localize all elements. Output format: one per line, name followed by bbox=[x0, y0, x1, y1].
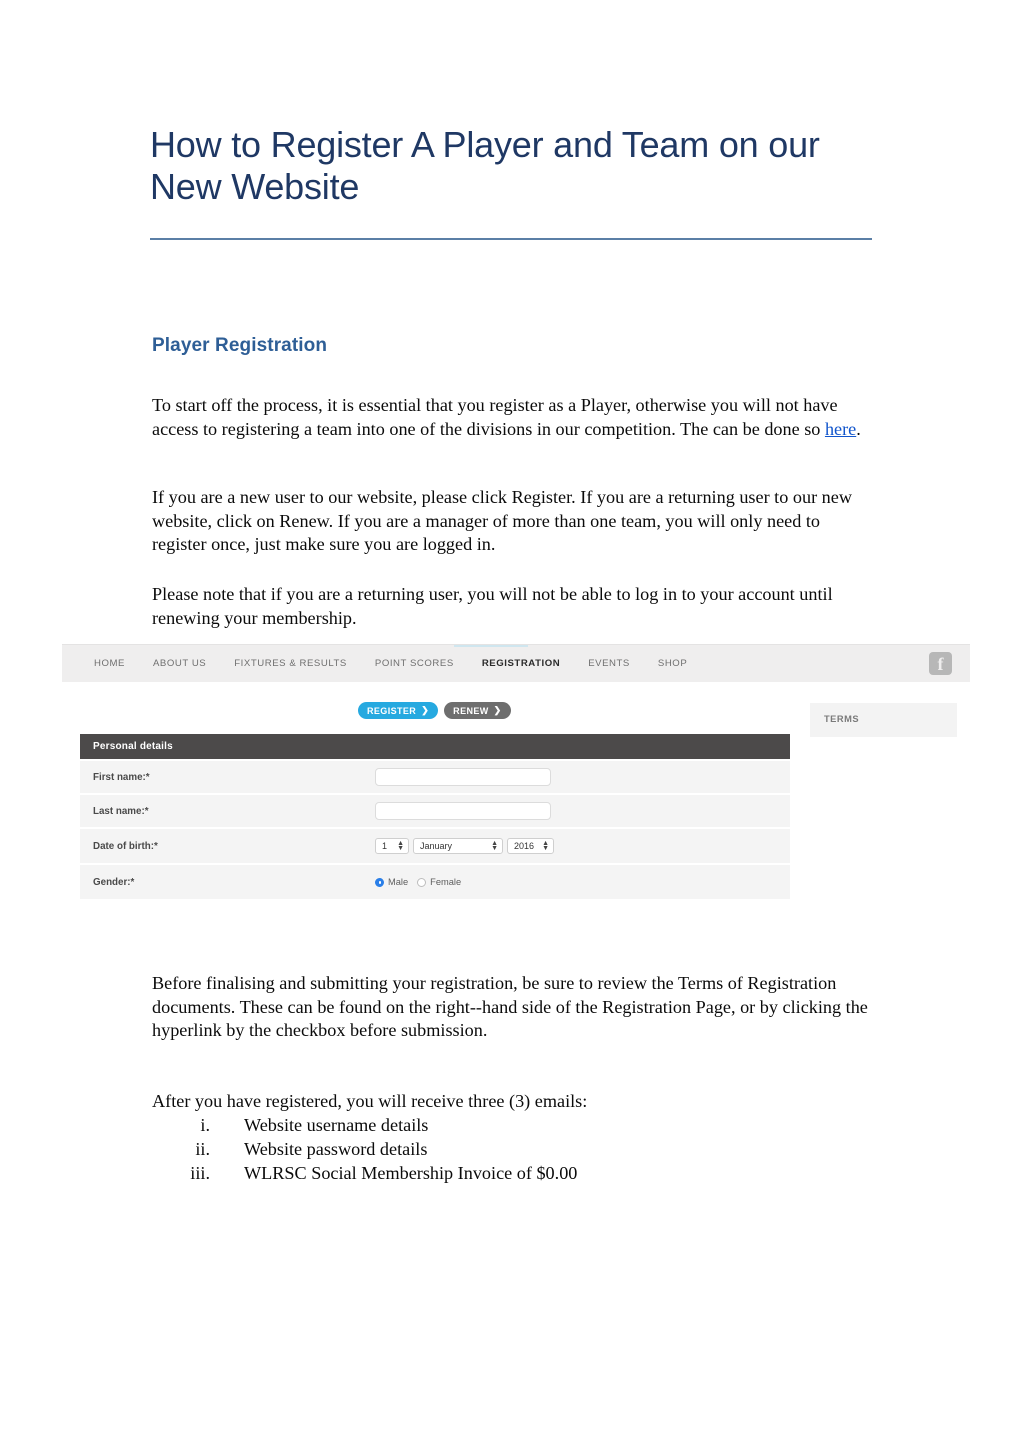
paragraph-returning-user-note: Please note that if you are a returning user, you will not be able to log in to your account until renewing your membership. bbox=[152, 584, 833, 628]
personal-details-header-label: Personal details bbox=[93, 741, 173, 752]
list-item-label: WLRSC Social Membership Invoice of $0.00 bbox=[244, 1162, 578, 1183]
last-name-input[interactable] bbox=[375, 802, 551, 820]
gender-radio-group bbox=[375, 877, 461, 887]
radio-selected-icon[interactable] bbox=[375, 878, 384, 887]
registration-action-buttons bbox=[358, 702, 511, 719]
nav-item-events[interactable]: EVENTS bbox=[588, 658, 630, 669]
paragraph-intro-text: To start off the process, it is essential that you register as a Player, otherwise you will not have access to registering a team into one of the divisions in our competition. The can be done so bbox=[152, 395, 838, 439]
list-item-label: Website password details bbox=[244, 1138, 428, 1159]
dob-year-value: 2016 bbox=[514, 841, 535, 851]
site-navigation-bar bbox=[62, 644, 970, 682]
spinner-icon: ▲ ▼ bbox=[542, 840, 549, 852]
title-divider bbox=[150, 238, 872, 240]
radio-unselected-icon[interactable] bbox=[417, 878, 426, 887]
paragraph-new-user: If you are a new user to our website, please click Register. If you are a returning user to our new website, click on Renew. If you are a manager of more than one team, you will only need to register once, just make sure you are logged in. bbox=[152, 487, 852, 555]
form-row-last-name bbox=[80, 795, 790, 827]
list-item-number: ii. bbox=[195, 1138, 210, 1159]
personal-details-header bbox=[80, 734, 790, 759]
gender-option-male[interactable] bbox=[375, 877, 408, 887]
terms-panel[interactable] bbox=[810, 703, 957, 737]
form-row-date-of-birth bbox=[80, 829, 790, 863]
gender-label: Gender:* bbox=[93, 876, 135, 888]
spinner-icon: ▲ ▼ bbox=[397, 840, 404, 852]
chevron-right-icon: ❯ bbox=[493, 705, 502, 715]
dob-month-select[interactable] bbox=[413, 838, 503, 854]
nav-item-fixtures-results[interactable]: FIXTURES & RESULTS bbox=[234, 658, 347, 669]
renew-button[interactable] bbox=[444, 702, 510, 719]
nav-item-registration[interactable]: REGISTRATION bbox=[481, 658, 561, 669]
list-item bbox=[152, 1162, 868, 1186]
nav-item-shop[interactable]: SHOP bbox=[657, 658, 688, 669]
nav-item-about-us[interactable]: ABOUT US bbox=[152, 658, 207, 669]
dob-day-value: 1 bbox=[382, 841, 388, 851]
date-of-birth-label: Date of birth:* bbox=[93, 840, 158, 852]
gender-option-female-label: Female bbox=[430, 877, 462, 887]
dob-day-select[interactable] bbox=[375, 838, 409, 854]
here-link[interactable]: here bbox=[824, 418, 857, 439]
register-button-label: REGISTER bbox=[367, 705, 417, 716]
paragraph-intro bbox=[152, 394, 868, 441]
register-button[interactable] bbox=[358, 702, 438, 719]
page-title: How to Register A Player and Team on our New Website bbox=[150, 124, 820, 207]
date-of-birth-selects bbox=[375, 838, 554, 854]
spinner-icon: ▲ ▼ bbox=[491, 840, 498, 852]
gender-option-female[interactable] bbox=[417, 877, 461, 887]
list-item-number: i. bbox=[200, 1115, 210, 1135]
renew-button-label: RENEW bbox=[453, 705, 489, 716]
embedded-registration-screenshot bbox=[62, 644, 970, 922]
first-name-label: First name:* bbox=[93, 771, 150, 783]
list-item bbox=[152, 1138, 868, 1162]
chevron-right-icon: ❯ bbox=[421, 705, 430, 715]
paragraph-intro-period: . bbox=[856, 418, 861, 439]
gender-option-male-label: Male bbox=[388, 877, 409, 887]
email-list bbox=[152, 1114, 868, 1185]
facebook-icon[interactable]: f bbox=[929, 652, 952, 675]
first-name-input[interactable] bbox=[375, 768, 551, 786]
nav-item-point-scores[interactable]: POINT SCORES bbox=[374, 658, 454, 669]
list-item bbox=[152, 1114, 868, 1138]
paragraph-terms-review: Before finalising and submitting your registration, be sure to review the Terms of Registration documents. These can be found on the right--hand side of the Registration Page, or by clicking the hyperlink by the checkbox before submission. bbox=[152, 973, 868, 1041]
terms-panel-label: TERMS bbox=[824, 714, 860, 724]
dob-year-select[interactable] bbox=[507, 838, 554, 854]
list-item-label: Website username details bbox=[244, 1115, 429, 1135]
list-item-number: iii. bbox=[190, 1162, 210, 1183]
personal-details-form bbox=[80, 734, 790, 899]
form-row-first-name bbox=[80, 761, 790, 793]
form-row-gender bbox=[80, 865, 790, 899]
paragraph-emails-intro: After you have registered, you will receive three (3) emails: bbox=[152, 1091, 588, 1111]
section-heading-player-registration: Player Registration bbox=[152, 335, 328, 356]
dob-month-value: January bbox=[420, 841, 453, 851]
nav-item-home[interactable]: HOME bbox=[94, 658, 125, 669]
last-name-label: Last name:* bbox=[93, 805, 149, 817]
